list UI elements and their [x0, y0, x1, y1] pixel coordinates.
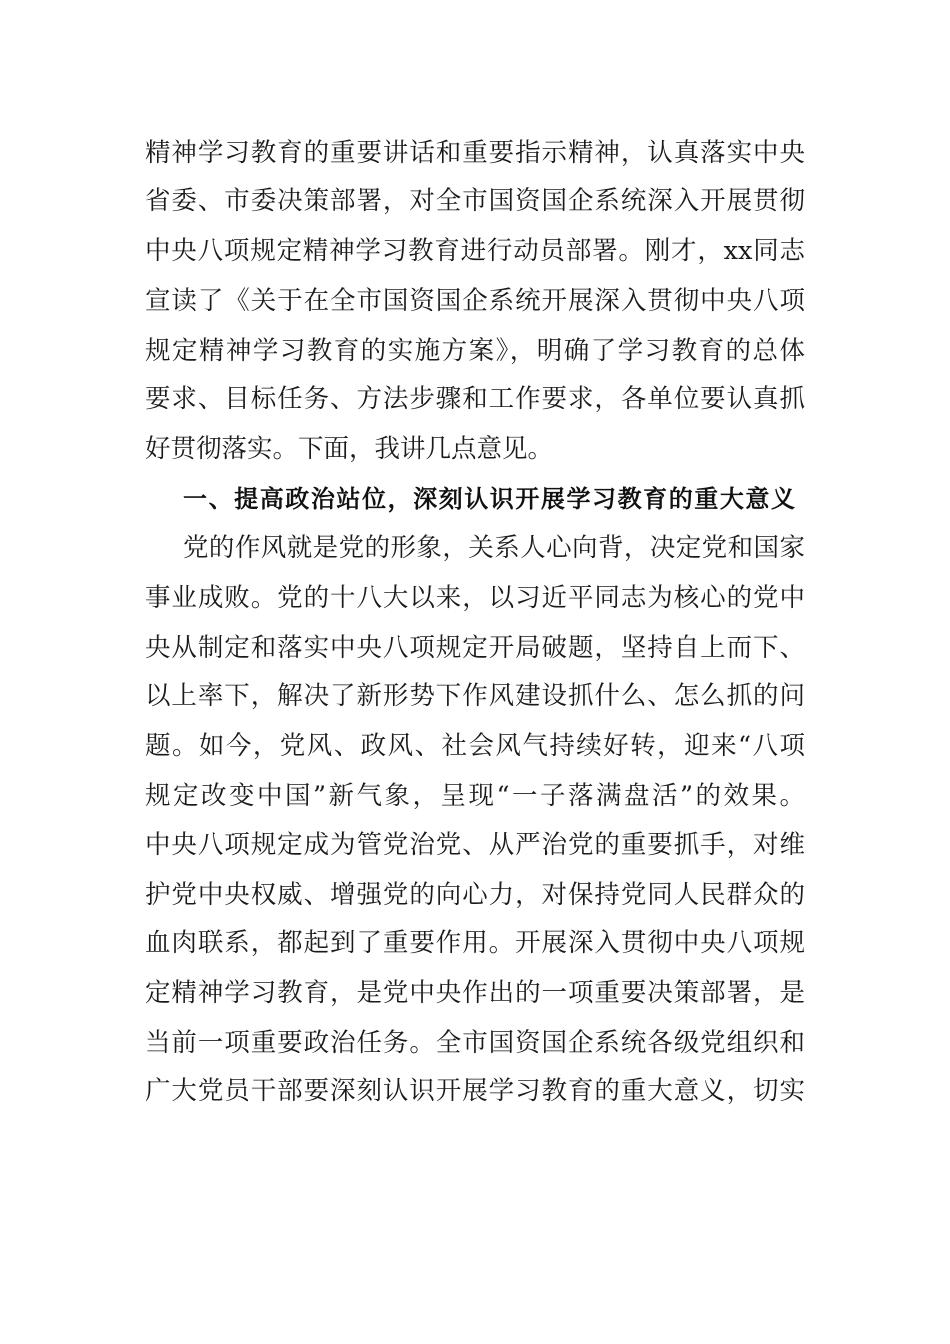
- paragraph-line: 规定精神学习教育的实施方案》，明确了学习教育的总体: [145, 336, 805, 366]
- paragraph-line: 广大党员干部要深刻认识开展学习教育的重大意义，切实: [145, 1076, 805, 1106]
- paragraph-line: 省委、市委决策部署，对全市国资国企系统深入开展贯彻: [145, 186, 805, 216]
- section-heading: 一、提高政治站位，深刻认识开展学习教育的重大意义: [183, 485, 795, 513]
- paragraph-line: 好贯彻落实。下面，我讲几点意见。: [145, 434, 554, 464]
- paragraph-line: 题。如今，党风、政风、社会风气持续好转，迎来“八项: [145, 731, 805, 761]
- paragraph-line: 规定改变中国”新气象，呈现“一子落满盘活”的效果。: [145, 781, 805, 811]
- paragraph-line: 血肉联系，都起到了重要作用。开展深入贯彻中央八项规: [145, 928, 805, 958]
- paragraph-line: 当前一项重要政治任务。全市国资国企系统各级党组织和: [145, 1028, 805, 1058]
- paragraph-line: 事业成败。党的十八大以来，以习近平同志为核心的党中: [145, 583, 805, 613]
- paragraph-line: 精神学习教育的重要讲话和重要指示精神，认真落实中央: [145, 138, 805, 168]
- paragraph-line: 央从制定和落实中央八项规定开局破题，坚持自上而下、: [145, 633, 805, 663]
- paragraph-line: 中央八项规定精神学习教育进行动员部署。刚才，xx同志: [145, 236, 805, 266]
- paragraph-line: 宣读了《关于在全市国资国企系统开展深入贯彻中央八项: [145, 286, 805, 316]
- paragraph-line: 要求、目标任务、方法步骤和工作要求，各单位要认真抓: [145, 384, 805, 414]
- paragraph-line: 以上率下，解决了新形势下作风建设抓什么、怎么抓的问: [145, 681, 805, 711]
- paragraph-line: 中央八项规定成为管党治党、从严治党的重要抓手，对维: [145, 830, 805, 860]
- paragraph-line: 定精神学习教育，是党中央作出的一项重要决策部署，是: [145, 978, 805, 1008]
- paragraph-line: 护党中央权威、增强党的向心力，对保持党同人民群众的: [145, 880, 805, 910]
- paragraph-line: 党的作风就是党的形象，关系人心向背，决定党和国家: [183, 533, 805, 563]
